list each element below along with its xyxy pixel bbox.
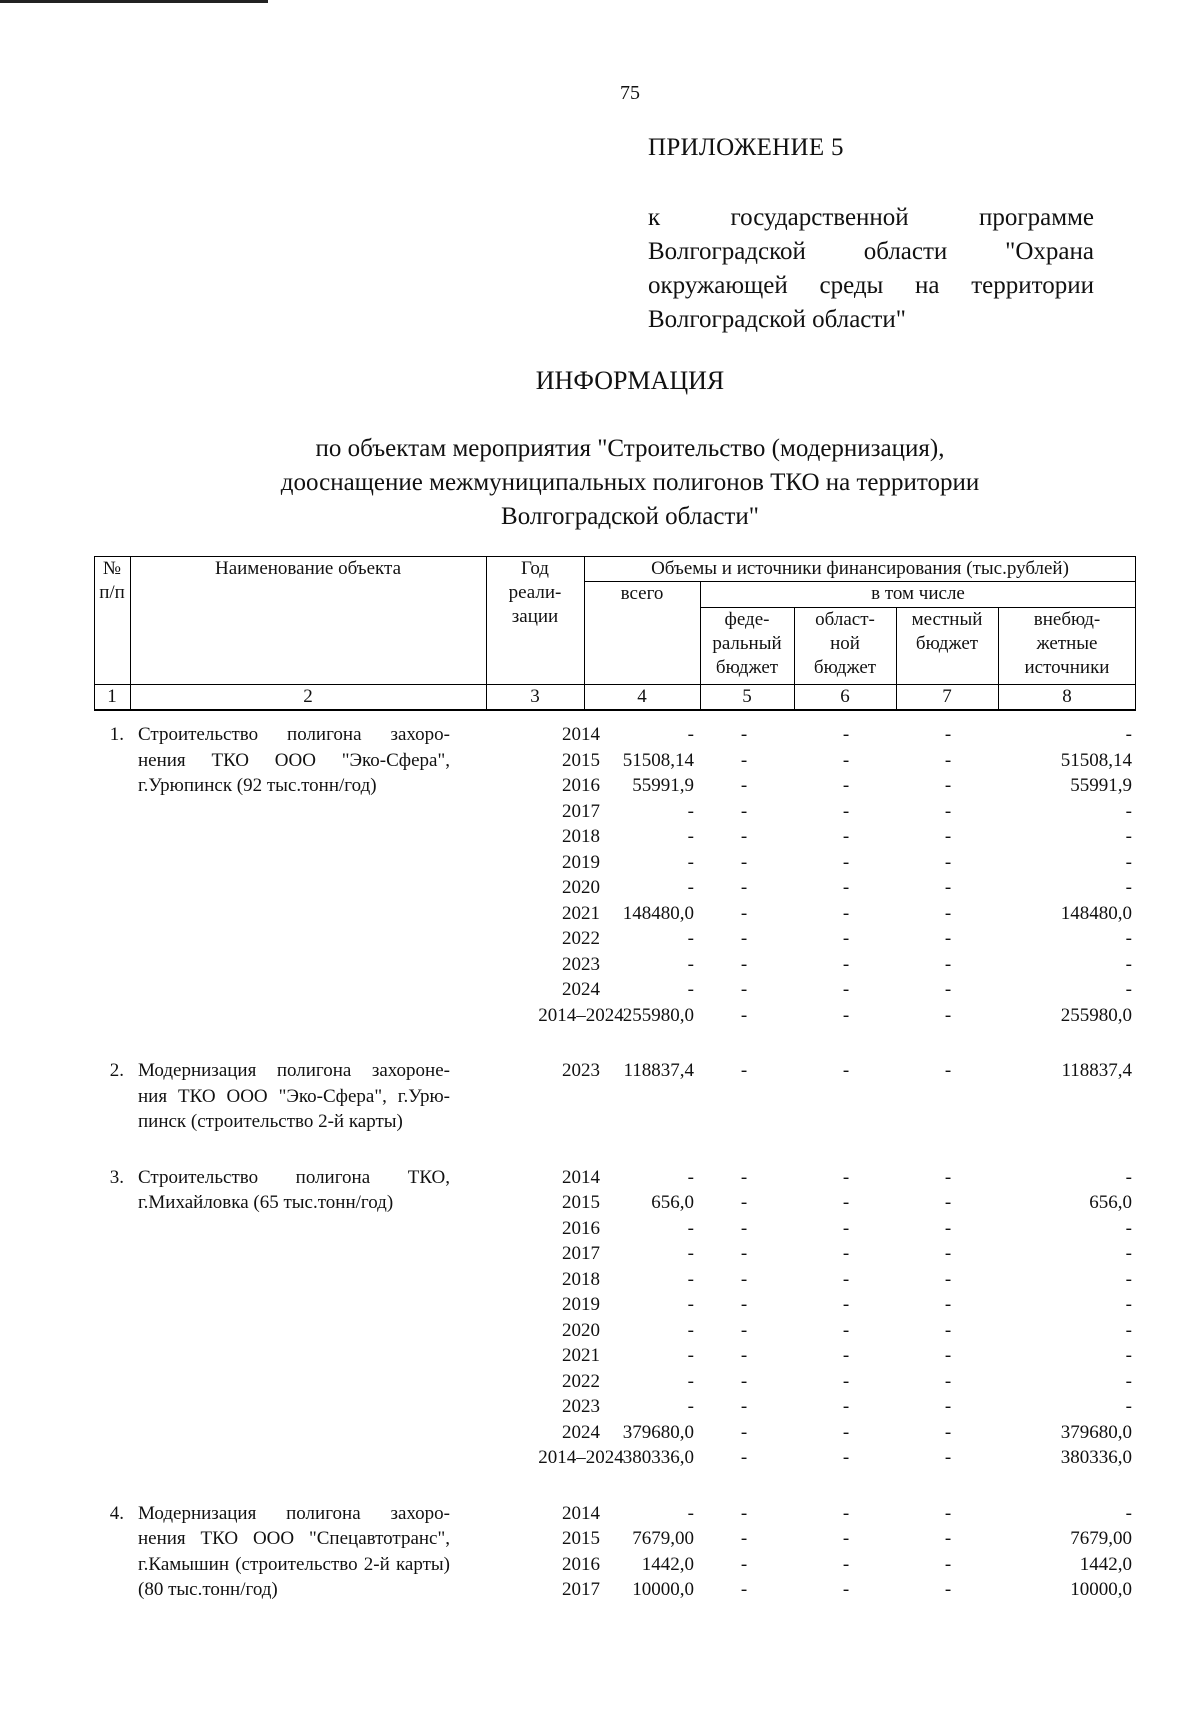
- total-cell: -: [687, 1370, 694, 1392]
- table-row: [94, 1318, 1136, 1343]
- header-federal: [700, 608, 794, 680]
- total-cell: 380336,0: [622, 1447, 694, 1468]
- year-cell: 2014–2024: [538, 1004, 624, 1026]
- federal-cell: -: [740, 1166, 748, 1188]
- federal-cell: -: [740, 979, 748, 1000]
- header-colnum: 7: [942, 686, 952, 707]
- local-cell: -: [944, 1166, 952, 1188]
- federal-cell: -: [740, 851, 748, 873]
- year-cell: 2024: [562, 979, 600, 1000]
- total-cell: -: [687, 1268, 694, 1290]
- local-cell: -: [944, 800, 952, 822]
- header-colnum: 5: [742, 686, 752, 707]
- federal-cell: -: [740, 1502, 748, 1524]
- local-cell: -: [944, 724, 952, 745]
- header-colnum: 3: [530, 686, 540, 707]
- federal-cell: -: [740, 1370, 748, 1392]
- year-cell: 2022: [562, 928, 600, 949]
- federal-cell: -: [740, 1396, 748, 1417]
- regional-cell: -: [842, 1370, 850, 1392]
- extra-cell: -: [1125, 1502, 1132, 1524]
- header-including: в том числе: [871, 583, 965, 604]
- table-row: [94, 1216, 1136, 1241]
- regional-cell: -: [842, 1421, 850, 1443]
- federal-cell: -: [740, 928, 748, 949]
- local-cell: -: [944, 1004, 952, 1026]
- local-cell: -: [944, 953, 952, 975]
- year-cell: 2023: [562, 953, 600, 975]
- object-name-line: г.Камышин (строительство 2-й карты): [138, 1553, 450, 1575]
- regional-cell: -: [842, 953, 850, 975]
- document-subtitle: [0, 432, 1200, 534]
- table-row: [94, 1343, 1136, 1368]
- regional-cell: -: [842, 877, 850, 898]
- top-rule: [0, 0, 268, 3]
- year-cell: 2021: [562, 902, 600, 924]
- subtitle-line: по объектам мероприятия "Строительство (модернизация),: [315, 435, 945, 462]
- extra-cell: 7679,00: [1070, 1528, 1132, 1549]
- year-cell: 2019: [562, 1294, 600, 1315]
- local-cell: -: [944, 749, 952, 771]
- object-name-line: (80 тыс.тонн/год): [138, 1579, 278, 1600]
- regional-cell: -: [842, 1502, 850, 1524]
- extra-cell: -: [1125, 1370, 1132, 1392]
- extra-cell: -: [1125, 826, 1132, 847]
- year-cell: 2016: [562, 775, 600, 796]
- local-cell: -: [944, 1579, 952, 1600]
- header-name: Наименование объекта: [214, 558, 402, 579]
- table-row: [94, 1526, 1136, 1551]
- local-cell: -: [944, 1243, 952, 1264]
- header-regional-line: бюджет: [813, 657, 877, 678]
- total-cell: 10000,0: [632, 1579, 694, 1600]
- year-cell: 2016: [562, 1553, 600, 1575]
- local-cell: -: [944, 1421, 952, 1443]
- total-cell: -: [687, 953, 694, 975]
- total-cell: -: [687, 800, 694, 822]
- extra-cell: 55991,9: [1070, 775, 1132, 796]
- appendix-reference: [648, 201, 1094, 337]
- header-extra-line: источники: [1024, 657, 1110, 678]
- local-cell: -: [944, 928, 952, 949]
- extra-cell: -: [1125, 724, 1132, 745]
- header-num-line: №: [102, 558, 122, 579]
- local-cell: -: [944, 902, 952, 924]
- federal-cell: -: [740, 953, 748, 975]
- header-extra: [998, 608, 1136, 680]
- document-heading: ИНФОРМАЦИЯ: [535, 366, 725, 395]
- local-cell: -: [944, 1370, 952, 1392]
- header-colnum: 8: [1062, 686, 1072, 707]
- year-cell: 2014–2024: [538, 1447, 624, 1468]
- year-cell: 2014: [562, 1502, 600, 1524]
- federal-cell: -: [740, 1553, 748, 1575]
- extra-cell: -: [1125, 953, 1132, 975]
- regional-cell: -: [842, 902, 850, 924]
- table-row: [94, 1577, 1136, 1602]
- object-name-line: Строительство полигона захоро-: [138, 724, 450, 745]
- federal-cell: -: [740, 1243, 748, 1264]
- total-cell: 118837,4: [623, 1060, 694, 1081]
- regional-cell: -: [842, 1294, 850, 1315]
- regional-cell: -: [842, 1345, 850, 1366]
- local-cell: -: [944, 851, 952, 873]
- regional-cell: -: [842, 979, 850, 1000]
- federal-cell: -: [740, 1421, 748, 1443]
- total-cell: -: [687, 928, 694, 949]
- federal-cell: -: [740, 1004, 748, 1026]
- header-regional-line: ной: [830, 633, 860, 654]
- year-cell: 2017: [562, 1579, 600, 1600]
- local-cell: -: [944, 1553, 952, 1575]
- table-row: [94, 773, 1136, 798]
- regional-cell: -: [842, 1319, 850, 1341]
- total-cell: 255980,0: [622, 1004, 694, 1026]
- object-name-line: пинск (строительство 2-й карты): [138, 1111, 403, 1132]
- extra-cell: 51508,14: [1060, 749, 1132, 771]
- federal-cell: -: [740, 775, 748, 796]
- regional-cell: -: [842, 1553, 850, 1575]
- object-name-line: Модернизация полигона захороне-: [138, 1060, 450, 1081]
- local-cell: -: [944, 877, 952, 898]
- object-number: 3.: [109, 1166, 124, 1188]
- table-row: [94, 952, 1136, 977]
- federal-cell: -: [740, 1060, 748, 1081]
- regional-cell: -: [842, 1243, 850, 1264]
- regional-cell: -: [842, 724, 850, 745]
- regional-cell: -: [842, 1060, 850, 1081]
- header-year-line: реали-: [508, 582, 562, 603]
- table-row: [94, 1420, 1136, 1445]
- extra-cell: -: [1125, 928, 1132, 949]
- year-cell: 2017: [562, 800, 600, 822]
- appendix-reference-line: Волгоградской области": [648, 306, 906, 333]
- header-extra-line: внебюд-: [1033, 609, 1101, 630]
- local-cell: -: [944, 1528, 952, 1549]
- local-cell: -: [944, 1217, 952, 1239]
- subtitle-line: дооснащение межмуниципальных полигонов ТКО на территории: [280, 469, 980, 496]
- table-row: [94, 1267, 1136, 1292]
- total-cell: 656,0: [651, 1192, 694, 1213]
- regional-cell: -: [842, 1217, 850, 1239]
- year-cell: 2020: [562, 877, 600, 898]
- total-cell: -: [687, 1217, 694, 1239]
- table-row: [94, 1241, 1136, 1266]
- extra-cell: -: [1125, 1345, 1132, 1366]
- total-cell: -: [687, 1502, 694, 1524]
- federal-cell: -: [740, 1294, 748, 1315]
- header-funding: Объемы и источники финансирования (тыс.рублей): [651, 558, 1069, 579]
- total-cell: -: [687, 851, 694, 873]
- table-row: [94, 875, 1136, 900]
- year-cell: 2017: [562, 1243, 600, 1264]
- total-cell: 55991,9: [632, 775, 694, 796]
- federal-cell: -: [740, 1528, 748, 1549]
- regional-cell: -: [842, 1268, 850, 1290]
- year-cell: 2020: [562, 1319, 600, 1341]
- header-num-line: п/п: [99, 582, 125, 603]
- regional-cell: -: [842, 1528, 850, 1549]
- local-cell: -: [944, 1345, 952, 1366]
- table-row: [94, 1552, 1136, 1577]
- header-regional: [794, 608, 896, 680]
- local-cell: -: [944, 1294, 952, 1315]
- header-local: [896, 608, 998, 656]
- regional-cell: -: [842, 1396, 850, 1417]
- object-name-line: г.Урюпинск (92 тыс.тонн/год): [138, 775, 377, 796]
- total-cell: -: [687, 826, 694, 847]
- year-cell: 2015: [562, 1528, 600, 1549]
- header-extra-line: жетные: [1036, 633, 1098, 654]
- federal-cell: -: [740, 1345, 748, 1366]
- extra-cell: 656,0: [1089, 1192, 1132, 1213]
- header-total: всего: [620, 583, 664, 604]
- regional-cell: -: [842, 1579, 850, 1600]
- local-cell: -: [944, 775, 952, 796]
- table-row: [94, 1501, 1136, 1526]
- regional-cell: -: [842, 1447, 850, 1468]
- year-cell: 2018: [562, 826, 600, 847]
- year-cell: 2015: [562, 749, 600, 771]
- header-regional-line: област-: [815, 609, 875, 630]
- table-row: [94, 1165, 1136, 1190]
- federal-cell: -: [740, 1579, 748, 1600]
- extra-cell: -: [1125, 1166, 1132, 1188]
- extra-cell: -: [1125, 1396, 1132, 1417]
- regional-cell: -: [842, 928, 850, 949]
- year-cell: 2023: [562, 1060, 600, 1081]
- total-cell: 7679,00: [632, 1528, 694, 1549]
- table-header: [94, 556, 1136, 714]
- header-colnum: 4: [637, 686, 647, 707]
- extra-cell: 118837,4: [1061, 1060, 1132, 1081]
- header-colnum: 1: [107, 686, 117, 707]
- extra-cell: -: [1125, 851, 1132, 873]
- federal-cell: -: [740, 1217, 748, 1239]
- extra-cell: -: [1125, 979, 1132, 1000]
- object-number: 2.: [109, 1060, 124, 1081]
- year-cell: 2016: [562, 1217, 600, 1239]
- local-cell: -: [944, 1319, 952, 1341]
- table-row: [94, 1445, 1136, 1470]
- header-local-line: бюджет: [915, 633, 979, 654]
- object-number: 4.: [109, 1502, 124, 1524]
- object-name-line: Строительство полигона ТКО,: [138, 1166, 450, 1188]
- table-row: [94, 1369, 1136, 1394]
- total-cell: -: [687, 877, 694, 898]
- local-cell: -: [944, 1502, 952, 1524]
- federal-cell: -: [740, 749, 748, 771]
- extra-cell: -: [1125, 1268, 1132, 1290]
- header-year-line: зации: [511, 606, 559, 627]
- header-local-line: местный: [911, 609, 983, 630]
- year-cell: 2021: [562, 1345, 600, 1366]
- year-cell: 2018: [562, 1268, 600, 1290]
- federal-cell: -: [740, 800, 748, 822]
- federal-cell: -: [740, 1268, 748, 1290]
- appendix-reference-line: Волгоградской области "Охрана: [648, 238, 1094, 265]
- federal-cell: -: [740, 724, 748, 745]
- local-cell: -: [944, 826, 952, 847]
- total-cell: -: [687, 1166, 694, 1188]
- header-num: [94, 557, 130, 605]
- local-cell: -: [944, 1192, 952, 1213]
- extra-cell: -: [1125, 1243, 1132, 1264]
- regional-cell: -: [842, 826, 850, 847]
- year-cell: 2019: [562, 851, 600, 873]
- table-row: [94, 824, 1136, 849]
- regional-cell: -: [842, 851, 850, 873]
- header-colnum: 2: [303, 686, 313, 707]
- federal-cell: -: [740, 826, 748, 847]
- table-row: [94, 850, 1136, 875]
- header-rule-bottom: [94, 709, 1136, 711]
- local-cell: -: [944, 979, 952, 1000]
- extra-cell: 1442,0: [1079, 1553, 1132, 1575]
- total-cell: -: [687, 1243, 694, 1264]
- local-cell: -: [944, 1268, 952, 1290]
- total-cell: -: [687, 724, 694, 745]
- extra-cell: -: [1125, 1294, 1132, 1315]
- total-cell: -: [687, 1396, 694, 1417]
- extra-cell: 255980,0: [1060, 1004, 1132, 1026]
- header-federal-line: феде-: [724, 609, 770, 630]
- table-row: [94, 799, 1136, 824]
- year-cell: 2023: [562, 1396, 600, 1417]
- total-cell: 379680,0: [622, 1421, 694, 1443]
- header-federal-line: ральный: [712, 633, 782, 654]
- extra-cell: -: [1125, 1217, 1132, 1239]
- local-cell: -: [944, 1060, 952, 1081]
- total-cell: -: [687, 1294, 694, 1315]
- federal-cell: -: [740, 877, 748, 898]
- total-cell: 148480,0: [622, 902, 694, 924]
- extra-cell: 148480,0: [1060, 902, 1132, 924]
- year-cell: 2022: [562, 1370, 600, 1392]
- object-name-line: ния ТКО ООО "Эко-Сфера", г.Урю-: [138, 1085, 450, 1107]
- table-row: [94, 977, 1136, 1002]
- object-name-line: Модернизация полигона захоро-: [138, 1502, 450, 1524]
- page-number: 75: [620, 82, 640, 104]
- table-row: [94, 1058, 1136, 1083]
- federal-cell: -: [740, 1192, 748, 1213]
- appendix-reference-line: окружающей среды на территории: [648, 272, 1094, 299]
- table-row: [94, 926, 1136, 951]
- extra-cell: 379680,0: [1060, 1421, 1132, 1443]
- regional-cell: -: [842, 1166, 850, 1188]
- year-cell: 2015: [562, 1192, 600, 1213]
- total-cell: -: [687, 1345, 694, 1366]
- header-federal-line: бюджет: [715, 657, 779, 678]
- year-cell: 2014: [562, 1166, 600, 1188]
- extra-cell: -: [1125, 877, 1132, 898]
- table-row: [94, 748, 1136, 773]
- object-name-line: нения ТКО ООО "Спецавтотранс",: [138, 1528, 450, 1549]
- federal-cell: -: [740, 1447, 748, 1468]
- header-colnum: 6: [840, 686, 850, 707]
- total-cell: -: [687, 979, 694, 1000]
- table-row: [94, 1394, 1136, 1419]
- regional-cell: -: [842, 775, 850, 796]
- appendix-reference-line: к государственной программе: [648, 204, 1094, 231]
- object-number: 1.: [109, 724, 124, 745]
- regional-cell: -: [842, 1192, 850, 1213]
- total-cell: 1442,0: [641, 1553, 694, 1575]
- regional-cell: -: [842, 800, 850, 822]
- federal-cell: -: [740, 902, 748, 924]
- local-cell: -: [944, 1396, 952, 1417]
- subtitle-line: Волгоградской области": [501, 503, 759, 530]
- table-row: [94, 1292, 1136, 1317]
- appendix-title: ПРИЛОЖЕНИЕ 5: [648, 134, 844, 161]
- regional-cell: -: [842, 749, 850, 771]
- extra-cell: -: [1125, 800, 1132, 822]
- table-row: [94, 1190, 1136, 1215]
- year-cell: 2024: [562, 1421, 600, 1443]
- regional-cell: -: [842, 1004, 850, 1026]
- total-cell: -: [687, 1319, 694, 1341]
- table-row: [94, 1003, 1136, 1028]
- extra-cell: 380336,0: [1060, 1447, 1132, 1468]
- extra-cell: -: [1125, 1319, 1132, 1341]
- total-cell: 51508,14: [622, 749, 694, 771]
- object-name-line: нения ТКО ООО "Эко-Сфера",: [138, 749, 450, 771]
- year-cell: 2014: [562, 724, 600, 745]
- local-cell: -: [944, 1447, 952, 1468]
- header-year: [486, 557, 584, 629]
- table-row: [94, 901, 1136, 926]
- table-row: [94, 722, 1136, 747]
- object-name-line: г.Михайловка (65 тыс.тонн/год): [138, 1192, 394, 1213]
- header-year-line: Год: [521, 558, 549, 579]
- federal-cell: -: [740, 1319, 748, 1341]
- extra-cell: 10000,0: [1070, 1579, 1132, 1600]
